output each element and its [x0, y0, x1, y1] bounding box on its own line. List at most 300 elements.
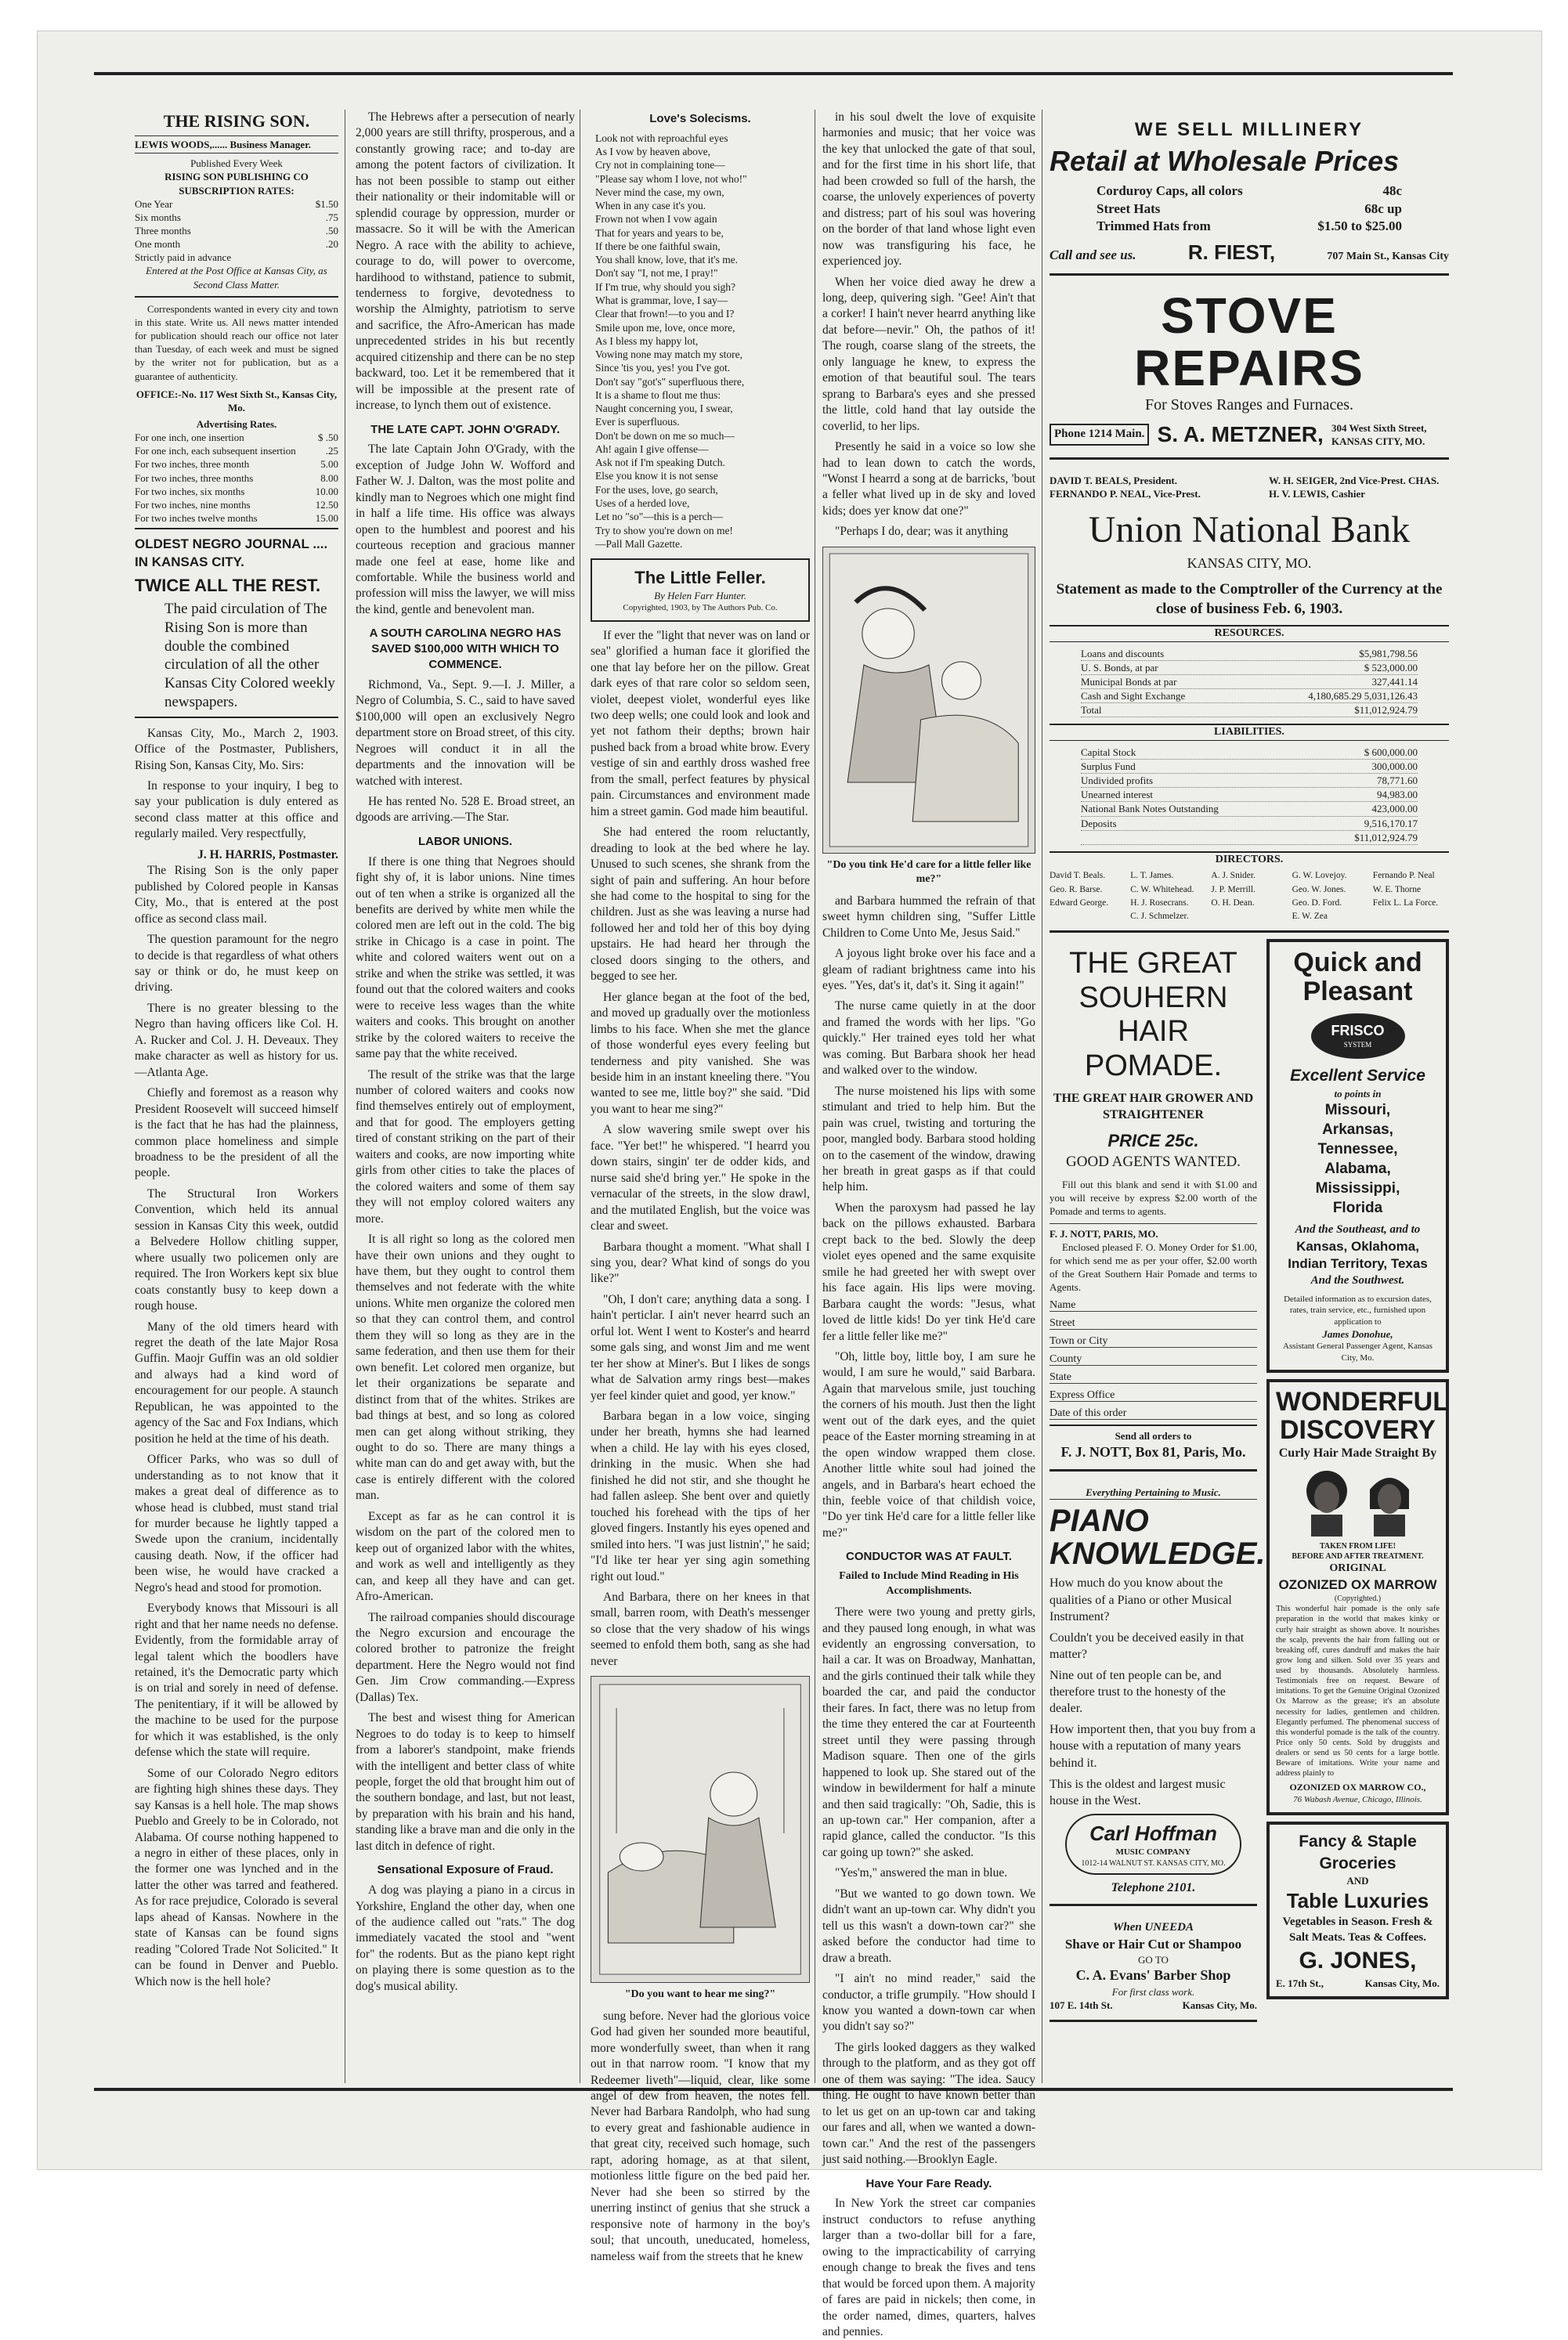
column-4: [822, 110, 1035, 2338]
bank-officers-right: W. H. SEIGER, 2nd Vice-Prest. CHAS. H. V. LEWIS, Cashier: [1269, 474, 1440, 500]
story-paragraph: The nurse came quietly in at the door and framed the words with her lips. "Go quickly." Her trained eyes told her what was coming. But Barbara shook her head and walked over to the window.: [822, 999, 1035, 1078]
story-paragraph: The nurse moistened his lips with some stimulant and tried to help him. But the pain was cruel, twisting and torturing the poor, mangled body. Barbara stood holding on to the casement of the window, drawing her breath in great gasps as if that could help him.: [822, 1084, 1035, 1194]
marrow-body: This wonderful hair pomade is the only safe preparation in the world that makes kinky or curly hair straight as shown above. It nourishes the scalp, prevents the hair from falling out or breaking off, cures dandruff and makes the hair grow long and silken. Sold over 35 years and used by thousands. Absolutely harmless. Testimonials free on request. Beware of imitations. To get the Genuine Original Ozonized Ox Marrow as the grease; it's an absolute necessity for ladies, gentlemen and children. Elegantly perfumed. The phenomenal success of this wonderful pomade is the talk of the country. Price only 50 cents. Sold by druggists and dealers or send us 50 cents for a large bottle. Beware of imitations. Write your name and address plainly to: [1276, 1605, 1440, 1778]
liability-row-label: Capital Stock: [1081, 746, 1136, 758]
ad-union-national-bank: [1050, 466, 1449, 933]
article-paragraph: There were two young and pretty girls, and they paused long enough, in what was evidently an engrossing conversation, to hail a car. It was on Broadway, Manhattan, and the girls continued their talk while they boarded the car, and paid the conductor their fares. In fact, there was no letup from the time they entered the car at Fourteenth street until they were passing through Madison square. Then one of the girls happened to look up. She stared out of the window in bewilderment for half a minute and then said tragically: "Oh, Sadie, this is an up-town car." Her companion, after a rapid glance, called the conductor. "Is this car going up town?" she asked.: [822, 1605, 1035, 1859]
advance-note: Strictly paid in advance: [135, 251, 232, 264]
resource-row-value: $5,981,798.56: [1359, 647, 1418, 659]
poem-line: Don't say "got's" superfluous there,: [595, 375, 745, 388]
adv-rate-row-value: 12.50: [315, 498, 338, 511]
adv-rate-row-label: For two inches, three month: [135, 458, 250, 471]
rate-row: [135, 197, 338, 211]
article-paragraph: In New York the street car companies instruct conductors to refuse anything larger than a two-dollar bill for a fare, owing to the impracticability of carrying enough change to break the fives and tens that would be forced upon them. A majority of fares are paid in nickels; then come, in the order named, dimes, quarters, halves and pennies.: [822, 2197, 1035, 2338]
marrow-sub: Curly Hair Made Straight By: [1278, 1446, 1437, 1460]
director-name: [1373, 911, 1449, 923]
entered-note: Entered at the Post Office at Kansas City, as Second Class Matter.: [146, 265, 327, 291]
article-paragraph: There is no greater blessing to the Negro than having officers like Col. H. A. Rucker and Col. J. H. Deveaux. They make character as well as history for us.—Atlanta Age.: [135, 1001, 338, 1079]
marrow-address: 76 Wabash Avenue, Chicago, Illinois.: [1293, 1795, 1422, 1805]
story-paragraph: in his soul dwelt the love of exquisite harmonies and music; that her voice was the key that unlocked the gate of that soul, and for the first time in his short life, that had been crowded so full of the harsh, the coarse, the unlovely experiences of poverty and distress; part of his soul was hovering on the border of that land whose light even now was transfiguring his face, he experienced joy.: [822, 110, 1035, 269]
frisco-agent-title: Assistant General Passenger Agent, Kansas City, Mo.: [1283, 1342, 1433, 1363]
piano-q3: Nine out of ten people can be, and therefore trust to the honesty of the dealer.: [1050, 1669, 1226, 1716]
headline-ogrady: THE LATE CAPT. JOHN O'GRADY.: [370, 422, 560, 436]
marrow-headline: WONDERFUL DISCOVERY: [1276, 1387, 1449, 1446]
barber-line1: When UNEEDA: [1113, 1921, 1194, 1934]
hoffman-address: 1012-14 WALNUT ST. KANSAS CITY, MO.: [1081, 1858, 1226, 1868]
story-title: The Little Feller.: [634, 568, 766, 588]
ad-ox-marrow: [1266, 1379, 1449, 1815]
article-paragraph: The late Captain John O'Grady, with the exception of Judge John W. Wofford and Father W. J. Dalton, was the most polite and kindly man to Negroes which one might find in half a life time. His office was always open to the humblest and poorest and his courteous reception and gracious manner made one feel at ease, home like and comfortable. While the business world and profession will miss the lawyer, we will miss the kind, gentle and benevolent man.: [356, 442, 575, 616]
story-author: By Helen Farr Hunter.: [654, 590, 746, 602]
resources-title: RESOURCES.: [1050, 625, 1449, 641]
stove-headline: STOVE REPAIRS: [1134, 287, 1364, 396]
liability-row-value: 300,000.00: [1371, 760, 1418, 772]
frisco-and2: And the Southwest.: [1310, 1273, 1405, 1287]
poem-line: Naught concerning you, I swear,: [595, 403, 733, 415]
liability-row-label: Unearned interest: [1081, 789, 1154, 801]
rate-row-label: One month: [135, 238, 181, 251]
hoffman-sub: MUSIC COMPANY: [1115, 1847, 1191, 1858]
frisco-to: to points in: [1334, 1087, 1382, 1100]
rate-row-label: Six months: [135, 211, 181, 223]
liabilities-table: [1050, 744, 1449, 847]
order-form-field[interactable]: Express Office: [1050, 1388, 1257, 1402]
piano-headline: PIANO KNOWLEDGE.: [1050, 1504, 1266, 1572]
bank-city: KANSAS CITY, MO.: [1187, 555, 1312, 572]
barber-line3: GO TO: [1138, 1954, 1169, 1966]
portrait-before-icon: [1299, 1466, 1354, 1537]
story-paragraph: A slow wavering smile swept over his face. "Yer bet!" he whispered. "I hearrd you down stairs, singin' ter de odder kids, and nurse said she'd bring yer." He spoke in the vernacular of the streets, in the slow drawl, and the mutilated English, but the voice was clear and sweet.: [591, 1123, 810, 1233]
director-name: Geo. W. Jones.: [1292, 884, 1346, 894]
article-paragraph: Many of the old timers heard with regret the death of the late Major Rosa Guffin. Maojr Guffin was an old soldier and always had a kind word of encouragement for our people. A staunch Republican, he was appointed to the agency of the Sac and Fox Indians, which position he held at the time of his death.: [135, 1320, 338, 1446]
piano-top: Everything Pertaining to Music.: [1050, 1486, 1257, 1500]
poem-line: Don't be down on me so much—: [595, 429, 735, 442]
resource-row: [1081, 675, 1418, 689]
resources-table: [1050, 645, 1449, 720]
marrow-copy: (Copyrighted.): [1334, 1594, 1382, 1604]
price-row: [1097, 218, 1402, 235]
poem-line: It is a shame to flout me thus:: [595, 388, 721, 401]
ads-lower-left: [1050, 939, 1266, 2028]
story-title-box: [591, 558, 810, 622]
ads-lower-right: [1266, 939, 1449, 2028]
poem-line: For the uses, love, go search,: [595, 483, 718, 496]
frisco-agent: James Donohue,: [1322, 1328, 1393, 1341]
rate-row-value: $1.50: [315, 197, 338, 210]
grocery-and: AND: [1346, 1875, 1369, 1887]
order-form-field[interactable]: Name: [1050, 1298, 1257, 1312]
story-copyright: Copyrighted, 1903, by The Authors Pub. Co.: [623, 603, 778, 613]
poem-line: Vowing none may match my store,: [595, 348, 742, 361]
price-row: [1097, 200, 1402, 218]
barber-address: 107 E. 14th St.: [1050, 1999, 1113, 2012]
frisco-service: Excellent Service: [1290, 1066, 1425, 1085]
masthead-title: THE RISING SON.: [163, 111, 310, 131]
rate-row: [135, 211, 338, 224]
stove-footer: [1050, 421, 1449, 450]
story-paragraph: Her glance began at the foot of the bed, and moved up gradually over the motionless limbs to his face. When she met the glance of those wonderful eyes every feeling but tenderness and pity vanished. She was beside him in an instant kneeling there. "You wanted to see me, little boy?" she said. "Did you want to hear me sing?": [591, 990, 810, 1116]
rate-row-label: One Year: [135, 197, 173, 210]
ad-frisco: [1266, 939, 1449, 1373]
frisco-quick: Quick and Pleasant: [1293, 948, 1422, 1007]
postmaster-letter-body: In response to your inquiry, I beg to say your publication is duly entered as second class matter at this office and regularly mailed. Very respectfully,: [135, 779, 338, 841]
frisco-state: Alabama,: [1324, 1160, 1391, 1177]
millinery-call: Call and see us.: [1050, 247, 1136, 262]
resource-row-label: Loans and discounts: [1081, 647, 1165, 659]
stove-phone: Phone 1214 Main.: [1050, 424, 1149, 446]
story-paragraph: sung before. Never had the glorious voice God had given her sounded more beautiful, more wonderfully sweet, than when it rang out in that narrow room. "I know that my Redeemer liveth"—liquid, clear, like some angel of dew from heaven, the notes fell. Never had Barbara Randolph, who had sung to every great and fashionable audience in that great city, received such homage, such rapt, adoring homage, as at that silent, motionless little figure on the bed paid her. Never had she been so stirred by the unerring instinct of genius that she struck a responsive note of harmony in the boy's soul; that uncouth, uneducated, homeless, nameless waif from the streets that he knew: [591, 2009, 810, 2263]
hoffman-logo: [1065, 1814, 1241, 1875]
barber-line4: For first class work.: [1111, 1986, 1195, 1999]
poem-line: "Please say whom I love, not who!": [595, 172, 747, 185]
pomade-price: PRICE 25c.: [1107, 1131, 1199, 1151]
frisco-state: Florida: [1332, 1200, 1383, 1217]
poem-line: If there be one faithful swain,: [595, 240, 721, 252]
liability-row-value: $11,012,924.79: [1354, 831, 1418, 843]
company-name: RISING SON PUBLISHING CO: [164, 171, 309, 183]
poem-line: Frown not when I vow again: [595, 213, 717, 226]
millinery-footer: [1050, 239, 1449, 265]
frisco-detail: Detailed information as to excursion dates, rates, train service, etc., furnished upon application to: [1284, 1294, 1432, 1327]
column-1: [135, 110, 338, 2083]
piano-phone: Telephone 2101.: [1111, 1880, 1196, 1894]
liability-row-label: National Bank Notes Outstanding: [1081, 803, 1219, 815]
adv-rate-row-value: 8.00: [320, 471, 338, 484]
frisco-logo-text: FRISCO: [1331, 1023, 1385, 1039]
published-weekly: Published Every Week: [190, 157, 283, 170]
piano-q2: Couldn't you be deceived easily in that matter?: [1050, 1630, 1245, 1661]
grocery-address: E. 17th St.,: [1276, 1977, 1324, 1989]
director-name: Geo. D. Ford.: [1292, 897, 1342, 908]
twice-all: TWICE ALL THE REST.: [135, 576, 321, 596]
liabilities-title: LIABILITIES.: [1050, 724, 1449, 740]
grocery-city: Kansas City, Mo.: [1364, 1977, 1440, 1989]
frisco-state: Arkansas,: [1322, 1121, 1393, 1138]
poem-title: Love's Solecisms.: [649, 112, 751, 125]
order-form-field[interactable]: State: [1050, 1370, 1257, 1384]
adv-rate-row: [135, 485, 338, 498]
poem-line: Ah! again I give offense—: [595, 442, 709, 455]
hoffman-name: Carl Hoffman: [1089, 1821, 1217, 1845]
adv-rate-row-value: 10.00: [315, 485, 338, 497]
resource-row-label: Total: [1081, 704, 1102, 717]
correspondents-note: Correspondents wanted in every city and town in this state. Write us. All news matter intended for publication should reach our office not later than Tuesday, of each week and must be signed by the writer not for publication, but as a guarantee of authenticity.: [135, 302, 338, 382]
oldest-journal: OLDEST NEGRO JOURNAL .... IN KANSAS CITY.: [135, 536, 328, 569]
price-row-value: 48c: [1382, 183, 1402, 199]
postmaster-letter-head: Kansas City, Mo., March 2, 1903. Office of the Postmaster, Publishers, Rising Son, Kansas City, Mo. Sirs:: [135, 726, 338, 772]
story-paragraph: Barbara thought a moment. "What shall I sing you, dear? What kind of songs do you like?": [591, 1240, 810, 1286]
headline-conductor: CONDUCTOR WAS AT FAULT.: [846, 1550, 1012, 1564]
story-paragraph: and Barbara hummed the refrain of that sweet hymn children sing, "Suffer Little Children to Come Unto Me, Jesus Said.": [822, 894, 1035, 940]
order-form-field[interactable]: Town or City: [1050, 1334, 1257, 1348]
director-name: A. J. Snider.: [1211, 871, 1255, 881]
ad-millinery: [1050, 110, 1449, 276]
column-3: [591, 110, 810, 2263]
poem-body: [591, 132, 810, 551]
liability-row: [1081, 774, 1418, 788]
ads-lower-row: [1050, 939, 1449, 2028]
ad-stove-repairs: [1050, 282, 1449, 460]
adv-rate-row-label: For one inch, one insertion: [135, 432, 244, 444]
pomade-send: Send all orders to: [1050, 1425, 1257, 1443]
liability-row: [1081, 760, 1418, 774]
liability-row-value: $ 600,000.00: [1364, 746, 1418, 758]
only-paper-note: The Rising Son is the only paper published by Colored people in Kansas City, Mo., that is entered at the post office as second class mail.: [135, 864, 338, 926]
director-name: H. J. Rosecrans.: [1130, 897, 1189, 908]
article-paragraph: Some of our Colorado Negro editors are fighting high shines these days. They say Kansas is a hell hole. The map shows Pueblo and Greely to be in Colorado, not Alabama. Of course nothing happened to a negro in either of these places, only in the former one was lynched and in the latter the other was tarred and feathered. As for race prejudice, Colorado is several laps ahead of Kansas. Nowhere in the state of Kansas can be found signs reading "Colored Trade Not Solicited." It can be found in Denver and Pueblo. Which now is the hell hole?: [135, 1766, 338, 1988]
adv-rate-row: [135, 444, 338, 457]
poem-line: Smile upon me, love, once more,: [595, 321, 735, 334]
director-name: [1211, 911, 1287, 923]
millinery-name: R. FIEST,: [1187, 240, 1276, 264]
adv-rate-row-label: For two inches twelve months: [135, 512, 258, 525]
frisco-state: Tennessee,: [1317, 1140, 1398, 1157]
adv-rate-row-label: For one inch, each subsequent insertion: [135, 445, 296, 457]
order-form-field[interactable]: Street: [1050, 1316, 1257, 1330]
millinery-prices: [1050, 179, 1449, 238]
liability-row: [1081, 802, 1418, 816]
headline-fare: Have Your Fare Ready.: [865, 2176, 992, 2190]
price-row-label: Street Hats: [1097, 200, 1161, 216]
poem-line: Try to show you're down on me!: [595, 524, 733, 536]
poem-line: Let no "so"—this is a perch—: [595, 511, 723, 523]
headline-south-carolina: A SOUTH CAROLINA NEGRO HAS SAVED $100,000 WITH WHICH TO COMMENCE.: [369, 627, 562, 671]
resource-row: [1081, 647, 1418, 661]
adv-rate-row: [135, 511, 338, 525]
piano-q1: How much do you know about the qualities of a Piano or other Musical Instrument?: [1050, 1576, 1232, 1623]
director-name: L. T. James.: [1130, 871, 1174, 881]
director-name: Geo. R. Barse.: [1050, 884, 1103, 894]
liability-row: [1081, 817, 1418, 831]
rate-row: [135, 237, 338, 251]
director-name: E. W. Zea: [1292, 911, 1328, 921]
pomade-address: F. J. NOTT, Box 81, Paris, Mo.: [1060, 1443, 1246, 1460]
story-paragraph: Presently he said in a voice so low she had to lean down to catch the words, "Wonst I hearrd a song at de barricks, 'bout a feller what lived up in de sky and loved kids; does yer know dat one?": [822, 440, 1035, 518]
liability-row: [1081, 746, 1418, 760]
liability-row-value: 78,771.60: [1377, 775, 1418, 787]
article-paragraph: The question paramount for the negro to decide is that regardless of what others say or think or do, he must keep on driving.: [135, 933, 338, 995]
ads-column: [1050, 110, 1449, 2083]
poem-line: Cry not in complaining tone—: [595, 159, 725, 172]
poem-line: If I'm true, why should you sigh?: [595, 280, 736, 293]
poem-line: As I bless my happy lot,: [595, 334, 699, 347]
poem-line: Else you know it is not sense: [595, 470, 718, 482]
director-name: Fernando P. Neal: [1372, 871, 1435, 881]
subscription-rates: [135, 197, 338, 251]
pomade-headline: THE GREAT SOUHERN HAIR POMADE.: [1069, 947, 1237, 1083]
adv-rate-row: [135, 498, 338, 511]
ad-grocery: [1266, 1822, 1449, 1999]
article-paragraph: The result of the strike was that the large number of colored waiters and cooks now find themselves entirely out of employment, and that for good. The employers getting tired of constant striking on the part of their waiters and cooks, are now importing white girls from other cities to take the places of the colored waiters and some of them say they will not employ colored waiters any more.: [356, 1067, 575, 1226]
liability-row-value: 423,000.00: [1371, 803, 1418, 815]
poem-line: —Pall Mall Gazette.: [595, 537, 683, 550]
poem-line: Don't say "I, not me, I pray!": [595, 267, 718, 280]
resource-row-label: U. S. Bonds, at par: [1081, 661, 1158, 673]
article-paragraph: The Hebrews after a persecution of nearly 2,000 years are still thrifty, prosperous, and a constantly growing race; and to-day are among the potent factors of civilization. It has not been possible to stamp out either their nationality or their indomitable will or splendid courage by oppression, murder or massacre. So it will be with the American Negro. A race with the ability to achieve, courage to do, will power to overcome, hardihood to withstand, patience to submit, tenderness to forgive, devotedness to worship the Almighty, patriotism to serve and sacrifice, the Afro-American has made unprecedented strides in his but recently acquired citizenship and there can be no step backward, too. Let it be remembered that it will be impossible at the present rate of increase, to lynch them out of existence.: [356, 110, 575, 413]
story-paragraph: "Perhaps I do, dear; was it anything: [835, 525, 1009, 539]
adv-rate-row-label: For two inches, six months: [135, 485, 245, 497]
rate-row-value: .75: [325, 211, 338, 223]
poem-line: Look not with reproachful eyes: [595, 132, 728, 144]
director-name: O. H. Dean.: [1211, 897, 1255, 908]
stove-name: S. A. METZNER,: [1157, 421, 1324, 446]
resource-row-value: $ 523,000.00: [1364, 661, 1418, 673]
illustration-sketch: [823, 547, 1035, 853]
masthead: [135, 110, 338, 298]
resource-row-value: 4,180,685.29 5,031,126.43: [1308, 690, 1418, 702]
advertising-rates: [135, 431, 338, 529]
pomade-agents: GOOD AGENTS WANTED.: [1066, 1154, 1241, 1171]
resource-row-label: Municipal Bonds at par: [1081, 675, 1177, 688]
order-form-field[interactable]: County: [1050, 1352, 1257, 1366]
poem-line: Ever is superfluous.: [595, 416, 680, 428]
resource-row: [1081, 703, 1418, 717]
bank-officers-left: DAVID T. BEALS, President. FERNANDO P. NEAL, Vice-Prest.: [1050, 474, 1201, 500]
liability-row: [1081, 788, 1418, 802]
adv-rates-title: Advertising Rates.: [196, 418, 277, 430]
poem-line: You shall know, love, that it's me.: [595, 254, 739, 266]
millinery-headline: Retail at Wholesale Prices: [1050, 144, 1400, 177]
rate-row-value: .20: [325, 238, 338, 251]
director-name: Edward George.: [1050, 897, 1109, 908]
headline-fraud: Sensational Exposure of Fraud.: [377, 1863, 554, 1877]
bank-statement: Statement as made to the Comptroller of the Currency at the close of business Feb. 6, 1903.: [1056, 580, 1443, 618]
frisco-state: Mississippi,: [1315, 1180, 1400, 1197]
marrow-name: OZONIZED OX MARROW: [1278, 1576, 1437, 1592]
barber-city: Kansas City, Mo.: [1182, 1999, 1257, 2012]
ad-barber: [1050, 1912, 1257, 2022]
director-name: G. W. Lovejoy.: [1292, 871, 1347, 881]
resource-row-value: 327,441.14: [1371, 675, 1418, 688]
illustration-caption: "Do you tink He'd care for a little feller like me?": [826, 858, 1031, 886]
marrow-portraits: [1276, 1466, 1440, 1537]
liability-row-label: Deposits: [1081, 817, 1117, 829]
article-paragraph: Chiefly and foremost as a reason why President Roosevelt will succeed himself is the fact that he has had the plainness, common place homeliness and simple broadness to be the president of all the people.: [135, 1086, 338, 1180]
poem-line: What is grammar, love, I say—: [595, 294, 728, 306]
story-paragraph: Barbara began in a low voice, singing under her breath, hymns she had learned when a child. He lay with his eyes closed, drinking in the music. When she had finished he did not stir, and she thought he had fallen asleep. She bent over and quietly touched his forehead with the tips of her gloved fingers. Instantly his eyes opened and smiled into hers. "I was just listnin'," he said; "I'd like ter hear yer sing agin something right out loud.": [591, 1410, 810, 1583]
adv-rate-row-value: 15.00: [315, 512, 338, 525]
poem-line: As I vow by heaven above,: [595, 146, 710, 158]
article-paragraph: The best and wisest thing for American Negroes to do today is to keep to himself from a laborer's standpoint, make friends with the intelligent and better class of white people, forget the old that brought him out of the southern bondage, and last, but not least, by preparation with his brain and his hand, standing like a brave man and die only in the last ditch in defence of right.: [356, 1711, 575, 1853]
subhead-conductor: Failed to Include Mind Reading in His Accomplishments.: [839, 1570, 1019, 1597]
article-paragraph: "I ain't no mind reader," said the conductor, a trifle grumpily. "How should I know you wanted a down-town car when you didn't say so?": [822, 1972, 1035, 2034]
story-paragraph: She had entered the room reluctantly, dreading to look at the bed where he lay. Unused to such scenes, she shrank from the sight of pain and suffering. An hour before she had come to the hospital to sing for the children. Just as she was leaving a nurse had followed her and told her of this boy dying upstairs. He had heard her through the closed doors singing to the others, and begged to see her.: [591, 825, 810, 984]
pomade-sub: THE GREAT HAIR GROWER AND STRAIGHTENER: [1053, 1091, 1254, 1121]
frisco-west: Kansas, Oklahoma, Indian Territory, Texas: [1288, 1239, 1428, 1272]
article-paragraph: The Structural Iron Workers Convention, which held its annual session in Kansas City this week, outdid a Belvedere Hollow chitling supper, where usually two policemen only are required. The Iron Workers kept six blue coats constantly busy to keep down a rough house.: [135, 1186, 338, 1313]
poem-line: Ask not if I'm speaking Dutch.: [595, 457, 725, 469]
adv-rate-row-label: For two inches, nine months: [135, 498, 251, 511]
order-form-field[interactable]: Date of this order: [1050, 1407, 1257, 1420]
story-paragraph: When the paroxysm had passed he lay back on the pillows exhausted. Barbara crept back to the bed. Slowly the deep violet eyes opened and the same exquisite smile he had greeted her with swept over his face again. His lips were moving. Barbara caught the words: "Jesus, what loved de little kids! Do yer tink He'd care fer a little feller like me?": [822, 1201, 1035, 1343]
illustration-singing: [591, 1676, 810, 1983]
bank-name: Union National Bank: [1088, 508, 1411, 551]
adv-rate-row: [135, 471, 338, 485]
frisco-and1: And the Southeast, and to: [1295, 1223, 1421, 1237]
adv-rate-row: [135, 457, 338, 471]
article-paragraph: Richmond, Va., Sept. 9.—I. J. Miller, a Negro of Columbia, S. C., said to have saved $100,000 will open an exclusively Negro department store on Broad street, of this city. Negroes will conduct it in all the departments and the innovation will be watched with interest.: [356, 677, 575, 788]
resource-row-value: $11,012,924.79: [1354, 704, 1418, 717]
illustration-caption: "Do you want to hear me sing?": [624, 1988, 776, 2001]
article-paragraph: The girls looked daggers as they walked through to the platform, and as they got off one of them was saying: "The idea. Saucy thing. He ought to have known better than to let us get on an up-town car and taking our fares and all, when we wanted a down-town car." And the rest of the passengers just said nothing.—Brooklyn Eagle.: [822, 2040, 1035, 2167]
grocery-footer: [1276, 1977, 1440, 1990]
millinery-address: 707 Main St., Kansas City: [1327, 250, 1449, 262]
article-paragraph: It is all right so long as the colored men have their own unions and they ought to have them, but they ought to control them themselves and not federate with the white unions. White men organize the colored men so that they can control them, and control them they will so long as they are in the same federation, and then use them for their own benefit. Let colored men organize, but let their organizations be separate and distinct from that of the whites. Strikes are bad things at best, and so long as colored men can get along without striking, they ought to do so. There are many things a white man can do and get away with, but the case is entirely different with the colored man.: [356, 1233, 575, 1503]
liability-row-label: Undivided profits: [1081, 775, 1154, 787]
barber-line2: Shave or Hair Cut or Shampoo: [1064, 1936, 1242, 1952]
resource-row: [1081, 689, 1418, 703]
frisco-logo: [1311, 1013, 1405, 1059]
story-paragraph: When her voice died away he drew a long, deep, quivering sigh. "Gee! Ain't that a corker! I hain't never hearrd anything like dat before—nevir." Oh, the pathos of it! The rough, coarse slang of the streets, the only language he knew, to express the emotion of that beautiful soul. The tears sprang to Barbara's eyes and she pressed the little, cold hand that lay outside the coverlid, to her lips.: [822, 275, 1035, 433]
price-row-label: Trimmed Hats from: [1097, 218, 1211, 234]
story-paragraph: If ever the "light that never was on land or sea" glorified a human face it glorified the one that lay before her on the pillow. Great dark eyes of that rare color so seldom seen, violet, deepest violet, wonderful eyes like two deep wells; one could look and look and yet not fathom their depths; brown hair pushed back from a broad white brow. Every vestige of sin and earthly dross washed free from the small, perfect features by physical pain. Circumstances and environment made him a street gamin. God made him beautiful.: [591, 628, 810, 818]
article-paragraph: Everybody knows that Missouri is all right and that her name needs no defense. Evidently, from the formidable array of legal talent which the boodlers have retained, it's the Democratic party which is on trial and sorely in need of defense. The penitentiary, if it will be allowed by the machine to be used for the purpose for which it was established, is the only defense which the state will require.: [135, 1602, 338, 1760]
marrow-company: OZONIZED OX MARROW CO.,: [1289, 1782, 1426, 1793]
grocery-items: Vegetables in Season. Fresh & Salt Meats. Teas & Coffees.: [1282, 1915, 1433, 1944]
pomade-fill-note: Fill out this blank and send it with $1.00 and you will receive by express $2.00 worth of the Pomade and terms to agents.: [1050, 1179, 1257, 1218]
portrait-after-icon: [1362, 1466, 1417, 1537]
stove-address: 304 West Sixth Street, KANSAS CITY, MO.: [1331, 421, 1427, 448]
adv-rate-row: [135, 431, 338, 444]
frisco-state: Missouri,: [1324, 1101, 1391, 1118]
directors-list: [1050, 870, 1449, 923]
director-name: C. J. Schmelzer.: [1130, 911, 1189, 921]
barber-name: C. A. Evans' Barber Shop: [1075, 1967, 1231, 1984]
price-row: [1097, 182, 1402, 200]
rate-row-value: .50: [325, 224, 338, 237]
resource-row-label: Cash and Sight Exchange: [1081, 690, 1186, 702]
rate-row: [135, 224, 338, 237]
liability-row: [1081, 831, 1418, 845]
poem-line: Uses of a herded love,: [595, 497, 690, 509]
pomade-firm: F. J. NOTT, PARIS, MO.: [1050, 1223, 1257, 1240]
price-row-label: Corduroy Caps, all colors: [1097, 183, 1243, 199]
poem-line: Clear that frown!—to you and I?: [595, 308, 735, 320]
pomade-enclosed: Enclosed pleased F. O. Money Order for $1.00, for which send me as per your offer, $2.00 worth of the Great Southern Hair Pomade and terms to Agents.: [1050, 1240, 1257, 1294]
ad-piano: [1050, 1478, 1266, 1906]
price-row-value: 68c up: [1364, 200, 1402, 216]
illustration-bedside: [822, 547, 1035, 854]
directors-title: DIRECTORS.: [1050, 851, 1449, 867]
bank-officers: [1050, 474, 1449, 500]
price-row-value: $1.50 to $25.00: [1317, 218, 1402, 234]
director-name: C. W. Whitehead.: [1130, 884, 1194, 894]
article-paragraph: A dog was playing a piano in a circus in Yorkshire, England the other day, when one of the audience called out "rats." The dog immediately vacated the stool and "went for" the rodents. But as the piano kept right on playing there is some question as to the dog's musical ability.: [356, 1883, 575, 1993]
liability-row-value: 94,983.00: [1377, 789, 1418, 801]
marrow-before: BEFORE AND AFTER TREATMENT.: [1292, 1552, 1424, 1562]
marrow-orig: ORIGINAL: [1329, 1562, 1386, 1575]
grocery-name: G. JONES,: [1299, 1948, 1417, 1974]
masthead-manager: LEWIS WOODS,...... Business Manager.: [135, 135, 338, 153]
marrow-photo: TAKEN FROM LIFE!: [1319, 1541, 1396, 1551]
director-name: David T. Beals.: [1050, 871, 1106, 881]
postmaster-signature: J. H. HARRIS, Postmaster.: [197, 847, 338, 861]
adv-rate-row-value: .25: [325, 445, 338, 457]
frisco-states: [1276, 1100, 1440, 1218]
resource-row: [1081, 661, 1418, 675]
circulation-claim: The paid circulation of The Rising Son is more than double the combined circulation of all the other Kansas City Colored weekly newspapers.: [135, 600, 338, 718]
rates-title: SUBSCRIPTION RATES:: [179, 184, 294, 197]
grocery-luxuries: Table Luxuries: [1286, 1889, 1429, 1913]
article-paragraph: He has rented No. 528 E. Broad street, an dgoods are arriving.—The Star.: [356, 794, 575, 825]
article-paragraph: "Yes'm," answered the man in blue.: [835, 1866, 1008, 1880]
pomade-order-form: [1050, 1298, 1257, 1420]
column-2: [356, 110, 575, 2083]
story-paragraph: "Oh, I don't care; anything data a song. I hain't perticlar. I ain't never hearrd such an orful lot. Went I went to Koster's and hearrd some gals sing, and wonst Jim and me went ter her show at Miner's. But I likes de songs what de Salvation army rings best—makes yer feel kinder quiet and good, yer know.": [591, 1292, 810, 1403]
article-paragraph: If there is one thing that Negroes should fight shy of, it is labor unions. Nine times out of ten when a strike is organized all the benefits are derived by white men while the colored men are left out in the cold. The big strike in Chicago is a case in point. The white and colored waiters went out on a strike and when the strike was settled, it was found out that the colored waiters and cooks were to receive less wages than the white waiters and cooks. This brought on another strike by the colored waiters to receive the same pay that the white received.: [356, 854, 575, 1061]
frisco-logo-sub: SYSTEM: [1343, 1040, 1372, 1049]
poem-line: Never mind the case, my own,: [595, 186, 724, 198]
